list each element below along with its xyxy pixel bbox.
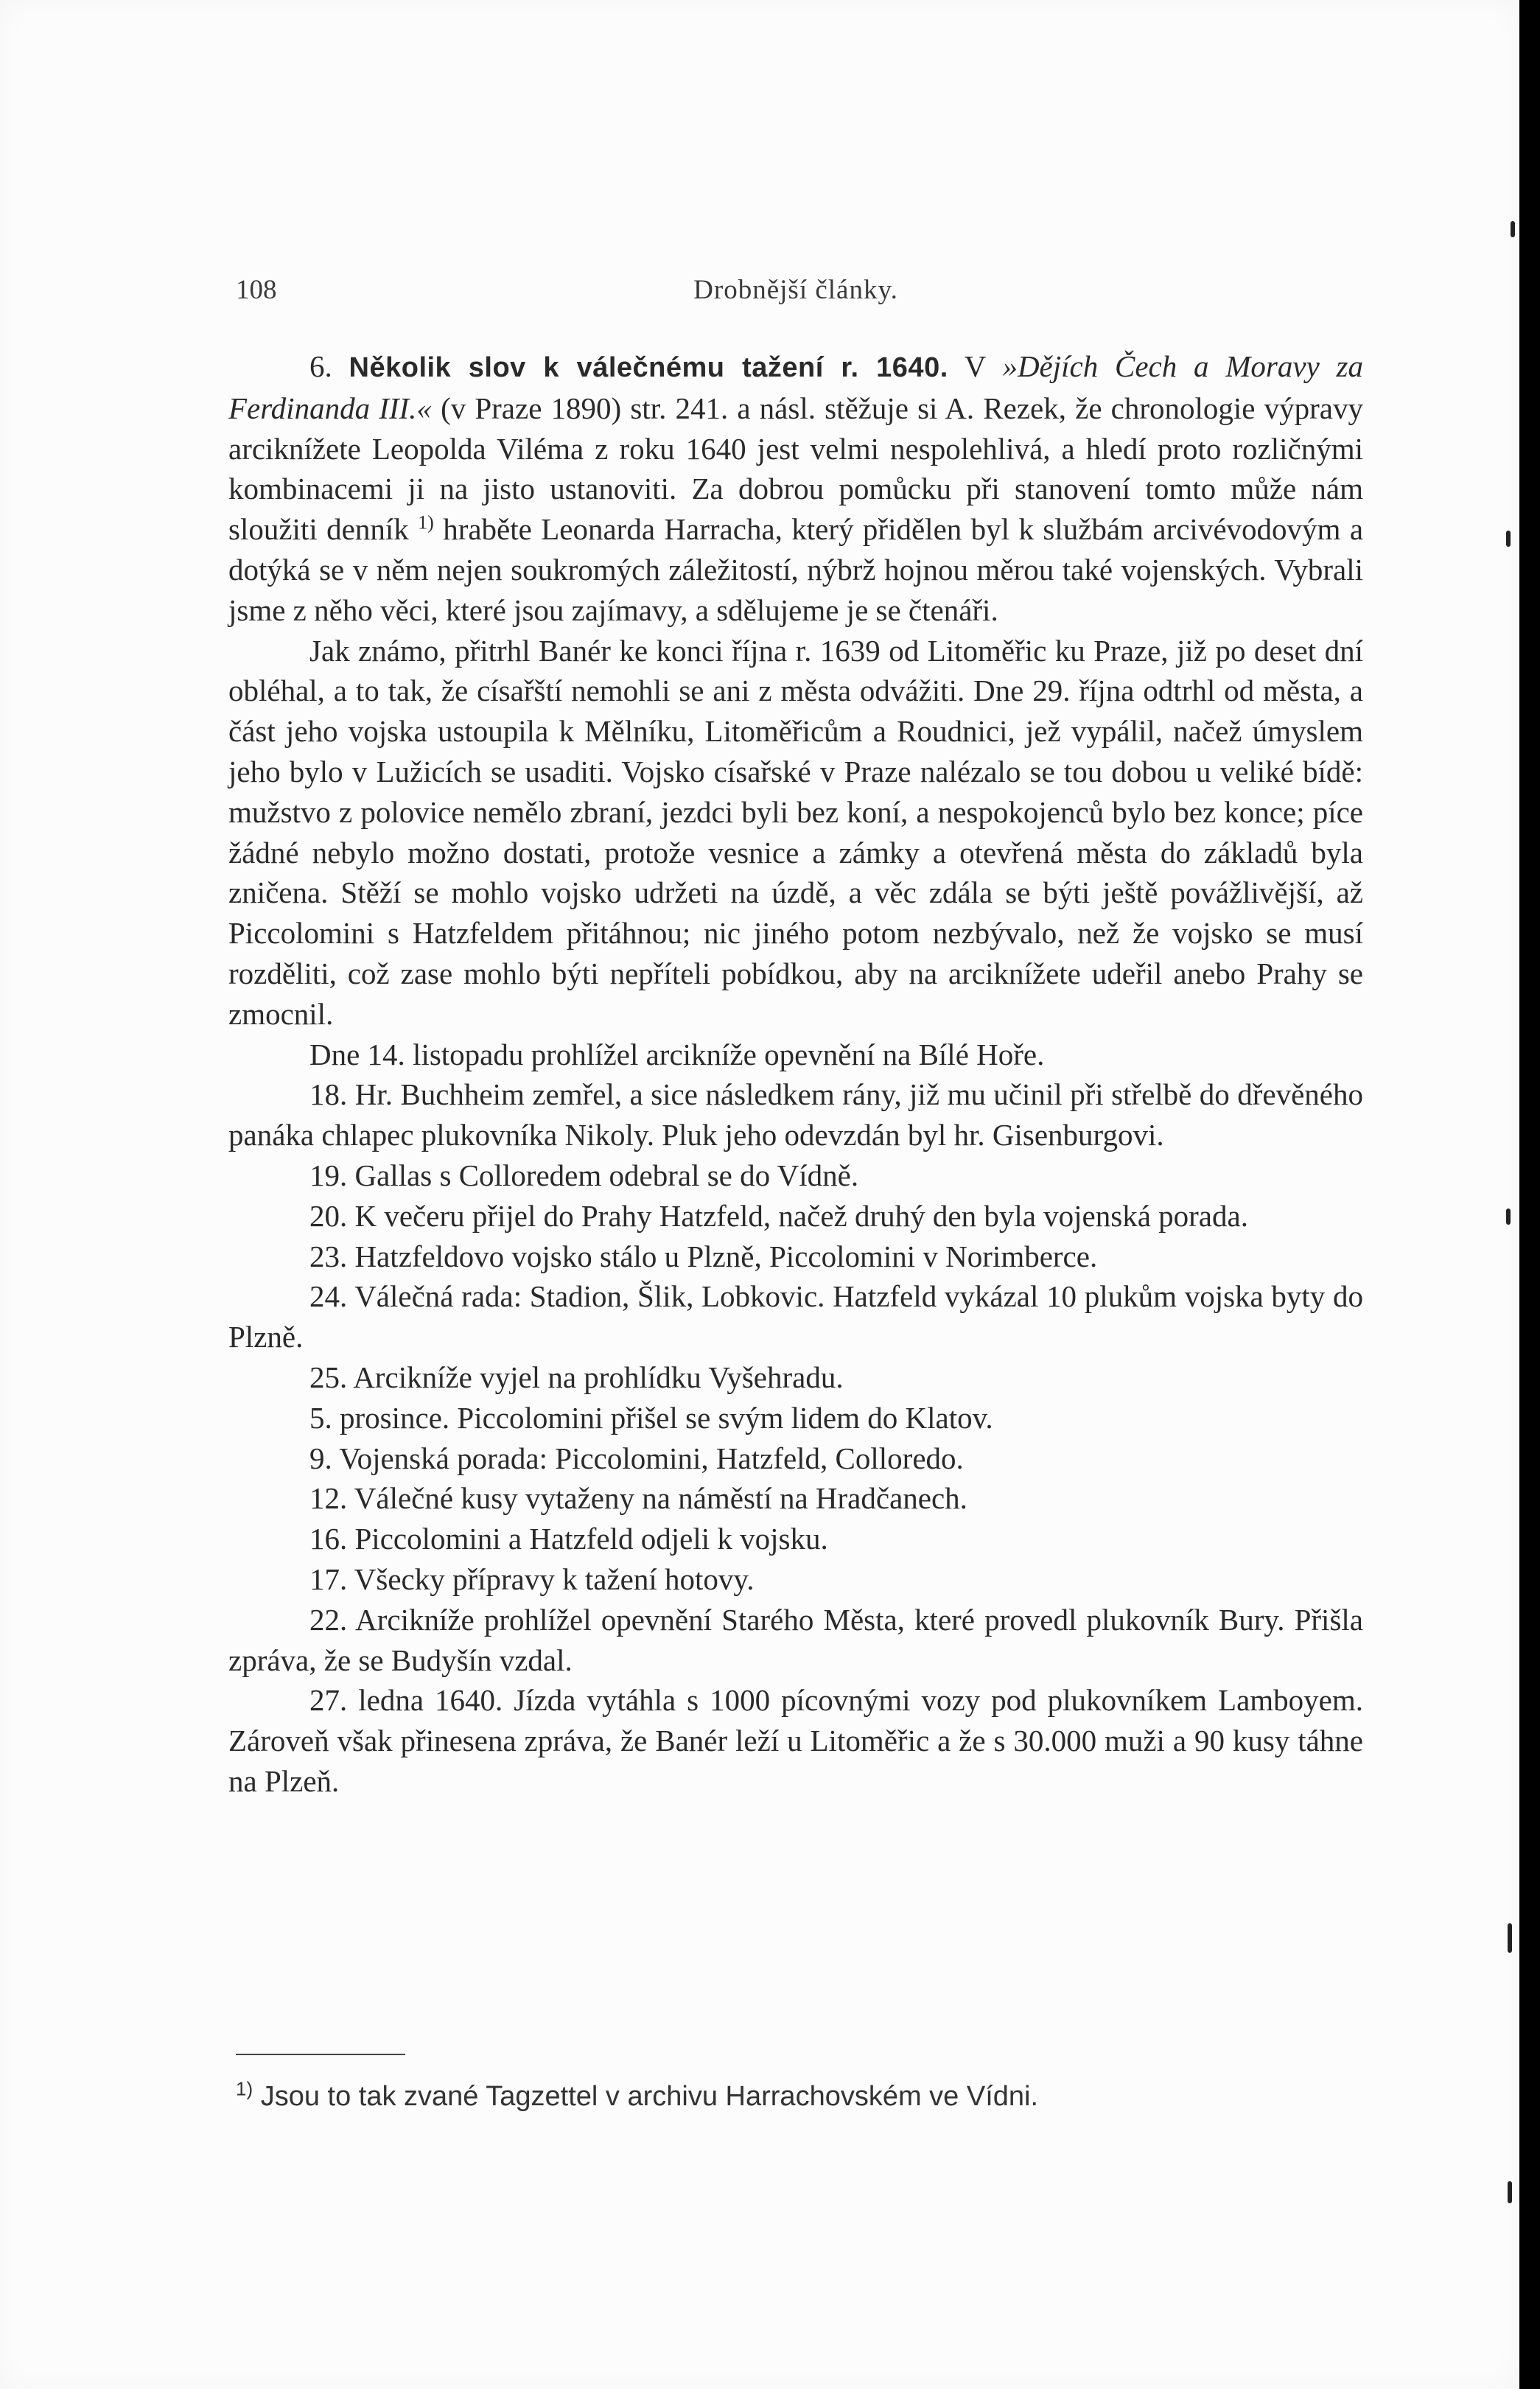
footnote-reference: 1) (418, 511, 434, 534)
entry-nov-25: 25. Arcikníže vyjel na prohlídku Vyšehradu. (309, 1360, 844, 1394)
margin-speck (1506, 531, 1511, 547)
footnote-divider (236, 2054, 405, 2055)
entry-dec-9: 9. Vojenská porada: Piccolomini, Hatzfeld, Colloredo. (309, 1441, 964, 1475)
margin-speck (1511, 221, 1515, 237)
entry-nov-18: 18. Hr. Buchheim zemřel, a sice následkem rány, již mu učinil při střelbě do dřevěného panáka chlapec plukovníka Nikoly. Pluk jeho odevzdán byl hr. Gisenburgovi. (228, 1077, 1363, 1152)
entry-nov-20: 20. K večeru přijel do Prahy Hatzfeld, načež druhý den byla vojenská porada. (309, 1198, 1248, 1233)
page-header (236, 274, 1356, 318)
book-title: »Dějích Čech a Moravy za Ferdinanda III.« (228, 349, 1363, 425)
body-text (228, 346, 1363, 1802)
margin-speck (1508, 1923, 1512, 1953)
paragraph-banner-retreat: Jak známo, přitrhl Banér ke konci října r. 1639 od Litoměřic ku Praze, již po deset dní obléhal, a to tak, že císařští nemohli se ani z města odvážiti. Dne 29. října odtrhl od města, a část jeho vojska ustoupila k Mělníku, Litoměřicům a Roudnici, jež vypálil, načež úmyslem jeho bylo v Lužicích se usaditi. Vojsko císařské v Praze nalézalo se tou dobou u veliké bídě: mužstvo z polovice nemělo zbraní, jezdci byli bez koní, a nespokojenců bylo bez konce; píce žádné nebylo možno dostati, protože vesnice a zámky a otevřená města do základů byla zničena. Stěží se mohlo vojsko udržeti na úzdě, a věc zdála se býti ještě povážlivější, až Piccolomini s Hatzfeldem přitáhnou; nic jiného potom nezbývalo, než že vojsko se musí rozděliti, což zase mohlo býti nepříteli pobídkou, aby na arciknížete udeřil anebo Prahy se zmocnil. (228, 633, 1363, 1031)
entry-dec-5: 5. prosince. Piccolomini přišel se svým lidem do Klatov. (309, 1400, 993, 1435)
article-title: Několik slov k válečnému tažení r. 1640. (349, 352, 948, 383)
entry-dec-22: 22. Arcikníže prohlížel opevnění Starého Města, které provedl plukovník Bury. Přišla zpráva, že se Budyšín vzdal. (228, 1602, 1363, 1677)
margin-speck (1508, 2181, 1512, 2203)
margin-speck (1506, 1209, 1511, 1225)
footnote (236, 2078, 1356, 2115)
entry-dec-16: 16. Piccolomini a Hatzfeld odjeli k vojsku. (309, 1522, 828, 1556)
footnote-marker: 1) (236, 2077, 253, 2100)
entry-nov-14: Dne 14. listopadu prohlížel arcikníže opevnění na Bílé Hoře. (309, 1037, 1045, 1071)
article-intro-paragraph (228, 346, 1363, 631)
entry-nov-24: 24. Válečná rada: Stadion, Šlik, Lobkovic. Hatzfeld vykázal 10 plukům vojska byty do Plzně. (228, 1279, 1363, 1354)
entry-nov-19: 19. Gallas s Colloredem odebral se do Vídně. (309, 1158, 859, 1192)
footnote-text: Jsou to tak zvané Tagzettel v archivu Harrachovském ve Vídni. (260, 2081, 1039, 2112)
intro-text: (v Praze 1890) str. 241. a násl. stěžuje si A. Rezek, že chronologie výpravy arciknížete Leopolda Viléma z roku 1640 jest velmi nespolehlivá, a hledí proto rozličnými kombinacemi ji na jisto ustanoviti. Za dobrou pomůcku při stanovení tomto může nám sloužiti denník (228, 391, 1363, 547)
entry-nov-23: 23. Hatzfeldovo vojsko stálo u Plzně, Piccolomini v Norimberce. (309, 1239, 1098, 1273)
article-number: 6. (309, 349, 332, 383)
page-number: 108 (236, 275, 277, 305)
intro-text-continued: hraběte Leonarda Harracha, který přidělen byl k službám arcivévodovým a dotýká se v něm nejen soukromých záležitostí, nýbrž hojnou měrou také vojenských. Vybrali jsme z něho věci, které jsou zajímavy, a sdělujeme je se čtenáři. (228, 512, 1364, 627)
entry-dec-12: 12. Válečné kusy vytaženy na náměstí na Hradčanech. (309, 1481, 967, 1516)
citation-lead: V (964, 349, 986, 383)
entry-dec-17: 17. Všecky přípravy k tažení hotovy. (309, 1561, 755, 1596)
running-title: Drobnější články. (693, 275, 898, 305)
entry-jan-27: 27. ledna 1640. Jízda vytáhla s 1000 pícovnými vozy pod plukovníkem Lamboyem. Zároveň však přinesena zpráva, že Banér leží u Litoměřic a že s 30.000 muži a 90 kusy táhne na Plzeň. (228, 1683, 1363, 1798)
